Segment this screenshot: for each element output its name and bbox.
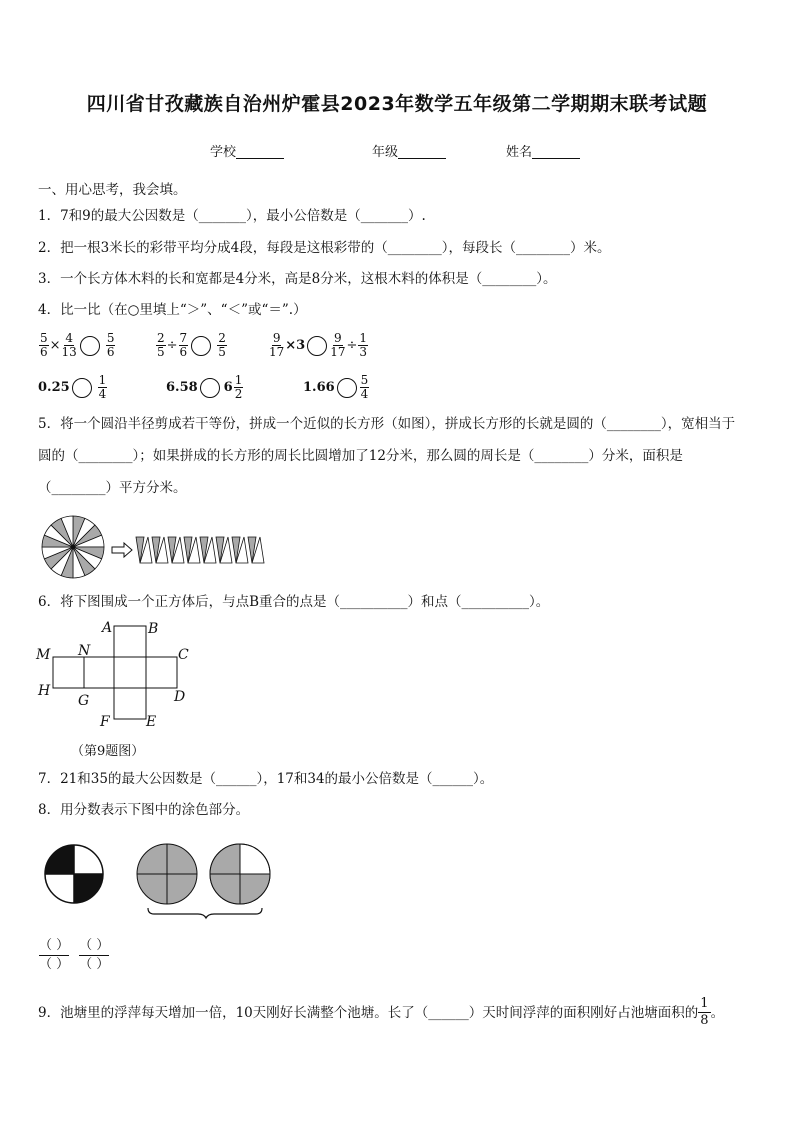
question-9 bbox=[38, 996, 724, 1029]
operator: ÷ bbox=[166, 338, 178, 353]
sectored-circle bbox=[42, 516, 104, 578]
question-5-line-3: （________）平方分米。 bbox=[38, 480, 187, 496]
page-title: 四川省甘孜藏族自治州炉霍县2023年数学五年级第二学期期末联考试题 bbox=[86, 93, 708, 115]
school-label: 学校 bbox=[210, 145, 237, 160]
fraction: $\frac{4}{13}$ bbox=[61, 331, 77, 359]
fraction: $\frac{9}{17}$ bbox=[330, 331, 346, 359]
decimal-value: 0.25 bbox=[38, 380, 70, 395]
school-field[interactable] bbox=[210, 141, 284, 160]
answer-circle[interactable] bbox=[307, 336, 327, 356]
fraction: $\frac{5}{4}$ bbox=[360, 373, 369, 401]
figure-caption: （第9题图） bbox=[71, 744, 145, 759]
circle-quarters bbox=[45, 845, 103, 903]
compare-b bbox=[155, 332, 228, 359]
operator: ÷ bbox=[346, 338, 358, 353]
name-field[interactable] bbox=[506, 141, 580, 160]
shaded-circle-partial bbox=[210, 844, 270, 904]
whole-number: 6 bbox=[223, 380, 233, 395]
label-b: B bbox=[148, 621, 159, 637]
fraction: $\frac{9}{17}$ bbox=[269, 331, 285, 359]
question-9-text: 9．池塘里的浮萍每天增加一倍，10天刚好长满整个池塘。长了（______）天时间浮萍的面积刚好占池塘面积的 bbox=[38, 1004, 699, 1021]
label-h: H bbox=[38, 683, 51, 699]
answer-circle[interactable] bbox=[200, 378, 220, 398]
question-1: 1．7和9的最大公因数是（_______），最小公倍数是（_______）. bbox=[38, 208, 426, 224]
label-e: E bbox=[146, 714, 157, 730]
operator: ×3 bbox=[285, 338, 306, 353]
q8-answer-blanks[interactable] bbox=[39, 937, 109, 974]
label-g: G bbox=[78, 693, 90, 709]
question-2: 2．把一根3米长的彩带平均分成4段，每段是这根彩带的（________），每段长（________）米。 bbox=[38, 240, 611, 256]
question-4: 4．比一比（在○里填上“＞”、“＜”或“＝”.） bbox=[38, 302, 307, 318]
fraction: $\frac{1}{4}$ bbox=[98, 373, 107, 401]
answer-circle[interactable] bbox=[80, 336, 100, 356]
operator: × bbox=[49, 338, 61, 353]
fraction: $\frac{1}{2}$ bbox=[234, 373, 243, 401]
compare-f bbox=[303, 374, 370, 401]
grade-blank[interactable] bbox=[398, 145, 446, 159]
grade-label: 年级 bbox=[372, 145, 399, 160]
name-label: 姓名 bbox=[506, 145, 533, 160]
answer-fraction-2[interactable]: （ ） （ ） bbox=[79, 938, 110, 972]
school-blank[interactable] bbox=[236, 145, 284, 159]
compare-c bbox=[268, 332, 369, 359]
answer-fraction-1[interactable]: （ ） （ ） bbox=[39, 938, 70, 972]
question-5-line-2: 圆的（________）；如果拼成的长方形的周长比圆增加了12分米，那么圆的周长是（________）分米，面积是 bbox=[38, 448, 683, 464]
grade-field[interactable] bbox=[372, 141, 446, 160]
question-3: 3．一个长方体木料的长和宽都是4分米，高是8分米，这根木料的体积是（________）。 bbox=[38, 271, 557, 287]
label-n: N bbox=[78, 643, 91, 659]
decimal-value: 1.66 bbox=[303, 380, 335, 395]
compare-d bbox=[38, 374, 108, 401]
label-f: F bbox=[100, 714, 110, 730]
shaded-circles-figure bbox=[40, 838, 280, 920]
fraction: $\frac{5}{6}$ bbox=[40, 331, 48, 359]
compare-e bbox=[166, 374, 244, 401]
question-5-line-1: 5．将一个圆沿半径剪成若干等份，拼成一个近似的长方形（如图），拼成长方形的长就是圆的（________），宽相当于 bbox=[38, 416, 736, 432]
section-heading: 一、用心思考，我会填。 bbox=[38, 182, 187, 198]
answer-circle[interactable] bbox=[72, 378, 92, 398]
fraction: $\frac{5}{6}$ bbox=[106, 331, 115, 359]
arrow-icon bbox=[112, 543, 132, 557]
shaded-circle-full bbox=[137, 844, 197, 904]
question-8: 8．用分数表示下图中的涂色部分。 bbox=[38, 802, 250, 818]
cube-net-figure bbox=[34, 616, 224, 736]
question-6: 6．将下图围成一个正方体后，与点B重合的点是（__________）和点（__________）。 bbox=[38, 594, 550, 610]
brace bbox=[148, 908, 262, 918]
fraction: $\frac{7}{6}$ bbox=[179, 331, 188, 359]
label-d: D bbox=[174, 689, 186, 705]
circle-to-rectangle-figure bbox=[40, 513, 280, 583]
label-m: M bbox=[36, 647, 51, 663]
decimal-value: 6.58 bbox=[166, 380, 198, 395]
fraction: $\frac{2}{5}$ bbox=[218, 331, 226, 359]
name-blank[interactable] bbox=[532, 145, 580, 159]
answer-circle[interactable] bbox=[191, 336, 211, 356]
question-7: 7．21和35的最大公因数是（______），17和34的最小公倍数是（______）。 bbox=[38, 771, 494, 787]
label-c: C bbox=[178, 647, 189, 663]
answer-circle[interactable] bbox=[337, 378, 357, 398]
fraction: $\frac{2}{5}$ bbox=[157, 331, 165, 359]
compare-a bbox=[38, 332, 116, 359]
fraction-one-eighth: 1 8 bbox=[700, 996, 709, 1028]
label-a: A bbox=[102, 620, 113, 636]
question-9-end: 。 bbox=[710, 1004, 725, 1021]
approx-rectangle bbox=[136, 537, 264, 563]
fraction: $\frac{1}{3}$ bbox=[359, 331, 368, 359]
